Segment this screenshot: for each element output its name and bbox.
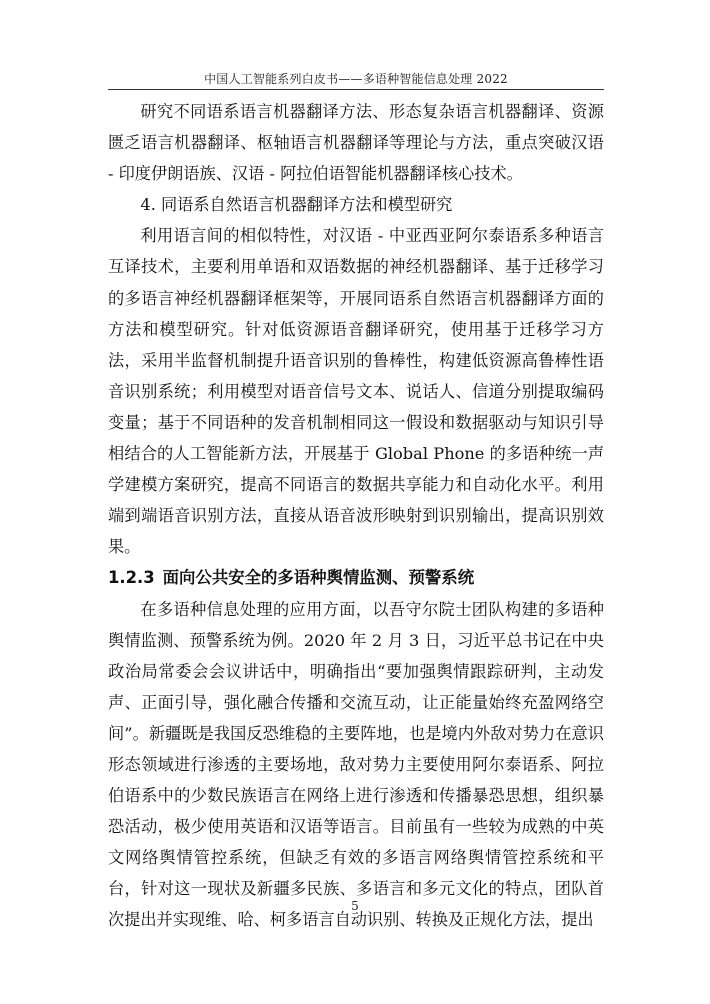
section-title: 面向公共安全的多语种舆情监测、预警系统 (162, 568, 475, 588)
paragraph-4: 利用语言间的相似特性，对汉语 - 中亚西亚阿尔泰语系多种语言互译技术，主要利用单语和双语数据的神经机器翻译、基于迁移学习的多语言神经机器翻译框架等，开展同语系自然语言机器翻译方面的方法和模型研究。针对低资源语音翻译研究，使用基于迁移学习方法，采用半监督机制提升语音识别的鲁棒性，构建低资源高鲁棒性语音识别系统；利用模型对语音信号文本、说话人、信道分别提取编码变量；基于不同语种的发音机制相同这一假设和数据驱动与知识引导相结合的人工智能新方法，开展基于 Global Phone 的多语种统一声学建模方案研究，提高不同语言的数据共享能力和自动化水平。利用端到端语音识别方法，直接从语音波形映射到识别输出，提高识别效果。 (108, 226, 604, 557)
running-header: 中国人工智能系列白皮书——多语种智能信息处理 2022 (204, 72, 508, 86)
page-body (108, 96, 604, 936)
section-number: 1.2.3 (108, 568, 155, 588)
header-rule (108, 89, 604, 90)
paragraph-section: 在多语种信息处理的应用方面，以吾守尔院士团队构建的多语种舆情监测、预警系统为例。2020 年 2 月 3 日，习近平总书记在中央政治局常委会会议讲话中，明确指出“要加强舆情跟踪研判，主动发声、正面引导，强化融合传播和交流互动，让正能量始终充盈网络空间”。新疆既是我国反恐维稳的主要阵地，也是境内外敌对势力在意识形态领域进行渗透的主要场地，敌对势力主要使用阿尔泰语系、阿拉伯语系中的少数民族语言在网络上进行渗透和传播暴恐思想，组织暴恐活动，极少使用英语和汉语等语言。目前虽有一些较为成熟的中英文网络舆情管控系统，但缺乏有效的多语言网络舆情管控系统和平台，针对这一现状及新疆多民族、多语言和多元文化的特点，团队首次提出并实现维、哈、柯多语言自动识别、转换及正规化方法，提出 (108, 599, 604, 930)
subheading-4: 4. 同语系自然语言机器翻译方法和模型研究 (140, 195, 453, 215)
page-number: 5 (351, 899, 359, 913)
section-heading (108, 562, 604, 593)
paragraph-continued: 研究不同语系语言机器翻译方法、形态复杂语言机器翻译、资源匮乏语言机器翻译、枢轴语言机器翻译等理论与方法，重点突破汉语 - 印度伊朗语族、汉语 - 阿拉伯语智能机器翻译核心技术。 (108, 102, 604, 184)
